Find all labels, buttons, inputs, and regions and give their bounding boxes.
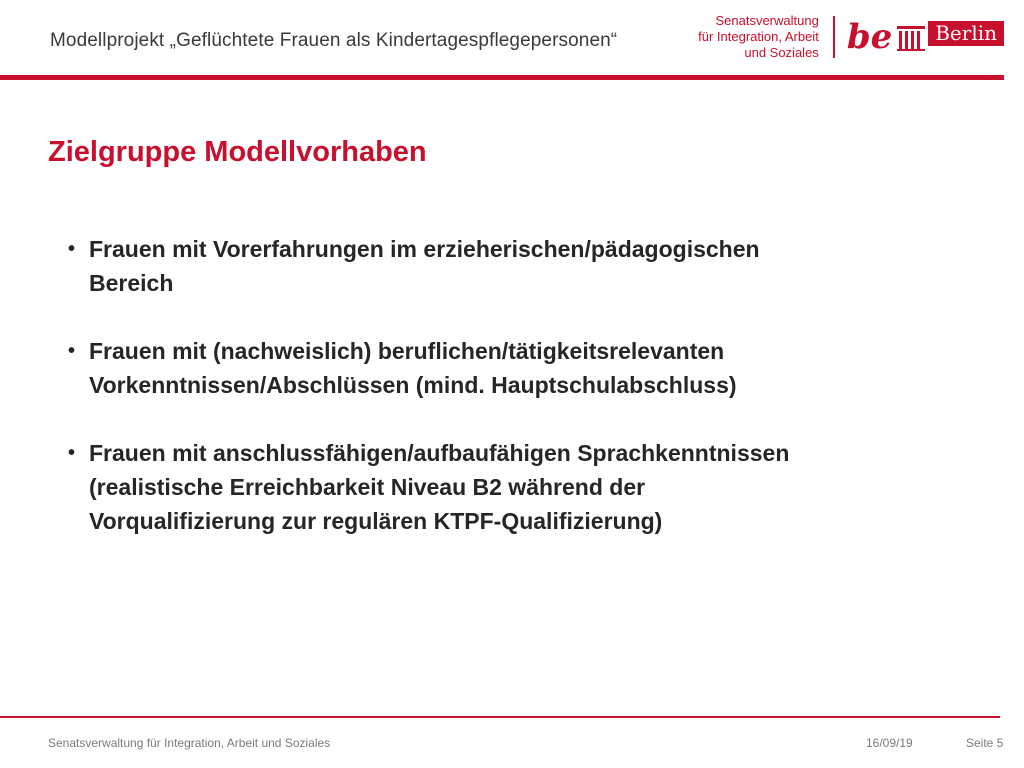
senate-logo bbox=[698, 12, 1004, 62]
bullet-text: Frauen mit Vorerfahrungen im erzieherischen/pädagogischen Bereich bbox=[89, 236, 760, 296]
footer-divider bbox=[0, 716, 1000, 718]
bullet-text: Frauen mit (nachweislich) beruflichen/tätigkeitsrelevanten Vorkenntnissen/Abschlüssen (mind. Hauptschulabschluss) bbox=[89, 338, 737, 398]
logo-line-2: für Integration, Arbeit bbox=[698, 29, 819, 44]
footer-organization: Senatsverwaltung für Integration, Arbeit und Soziales bbox=[48, 736, 331, 750]
bullet-icon: • bbox=[68, 340, 76, 362]
logo-line-3: und Soziales bbox=[744, 45, 819, 60]
logo-berlin-label: Berlin bbox=[928, 21, 1004, 46]
footer-date: 16/09/19 bbox=[866, 736, 913, 750]
slide-title: Zielgruppe Modellvorhaben bbox=[48, 136, 427, 168]
bullet-list bbox=[68, 232, 828, 572]
bullet-item bbox=[68, 436, 828, 538]
bullet-item bbox=[68, 334, 828, 402]
bullet-item bbox=[68, 232, 828, 300]
logo-line-1: Senatsverwaltung bbox=[715, 13, 819, 28]
footer-page-number: Seite 5 bbox=[966, 736, 1004, 750]
bullet-icon: • bbox=[68, 238, 76, 260]
header-divider bbox=[0, 75, 1004, 80]
logo-divider bbox=[833, 16, 835, 58]
brandenburg-gate-icon bbox=[896, 22, 926, 52]
logo-be-mark: be bbox=[846, 17, 893, 57]
logo-department-text bbox=[698, 13, 819, 61]
bullet-text: Frauen mit anschlussfähigen/aufbaufähigen Sprachkenntnissen (realistische Erreichbarkeit Niveau B2 während der Vorqualifizierung zur regulären KTPF-Qualifizierung) bbox=[89, 440, 790, 534]
header-title: Modellprojekt „Geflüchtete Frauen als Kindertagespflegepersonen“ bbox=[50, 30, 618, 51]
bullet-icon: • bbox=[68, 442, 76, 464]
